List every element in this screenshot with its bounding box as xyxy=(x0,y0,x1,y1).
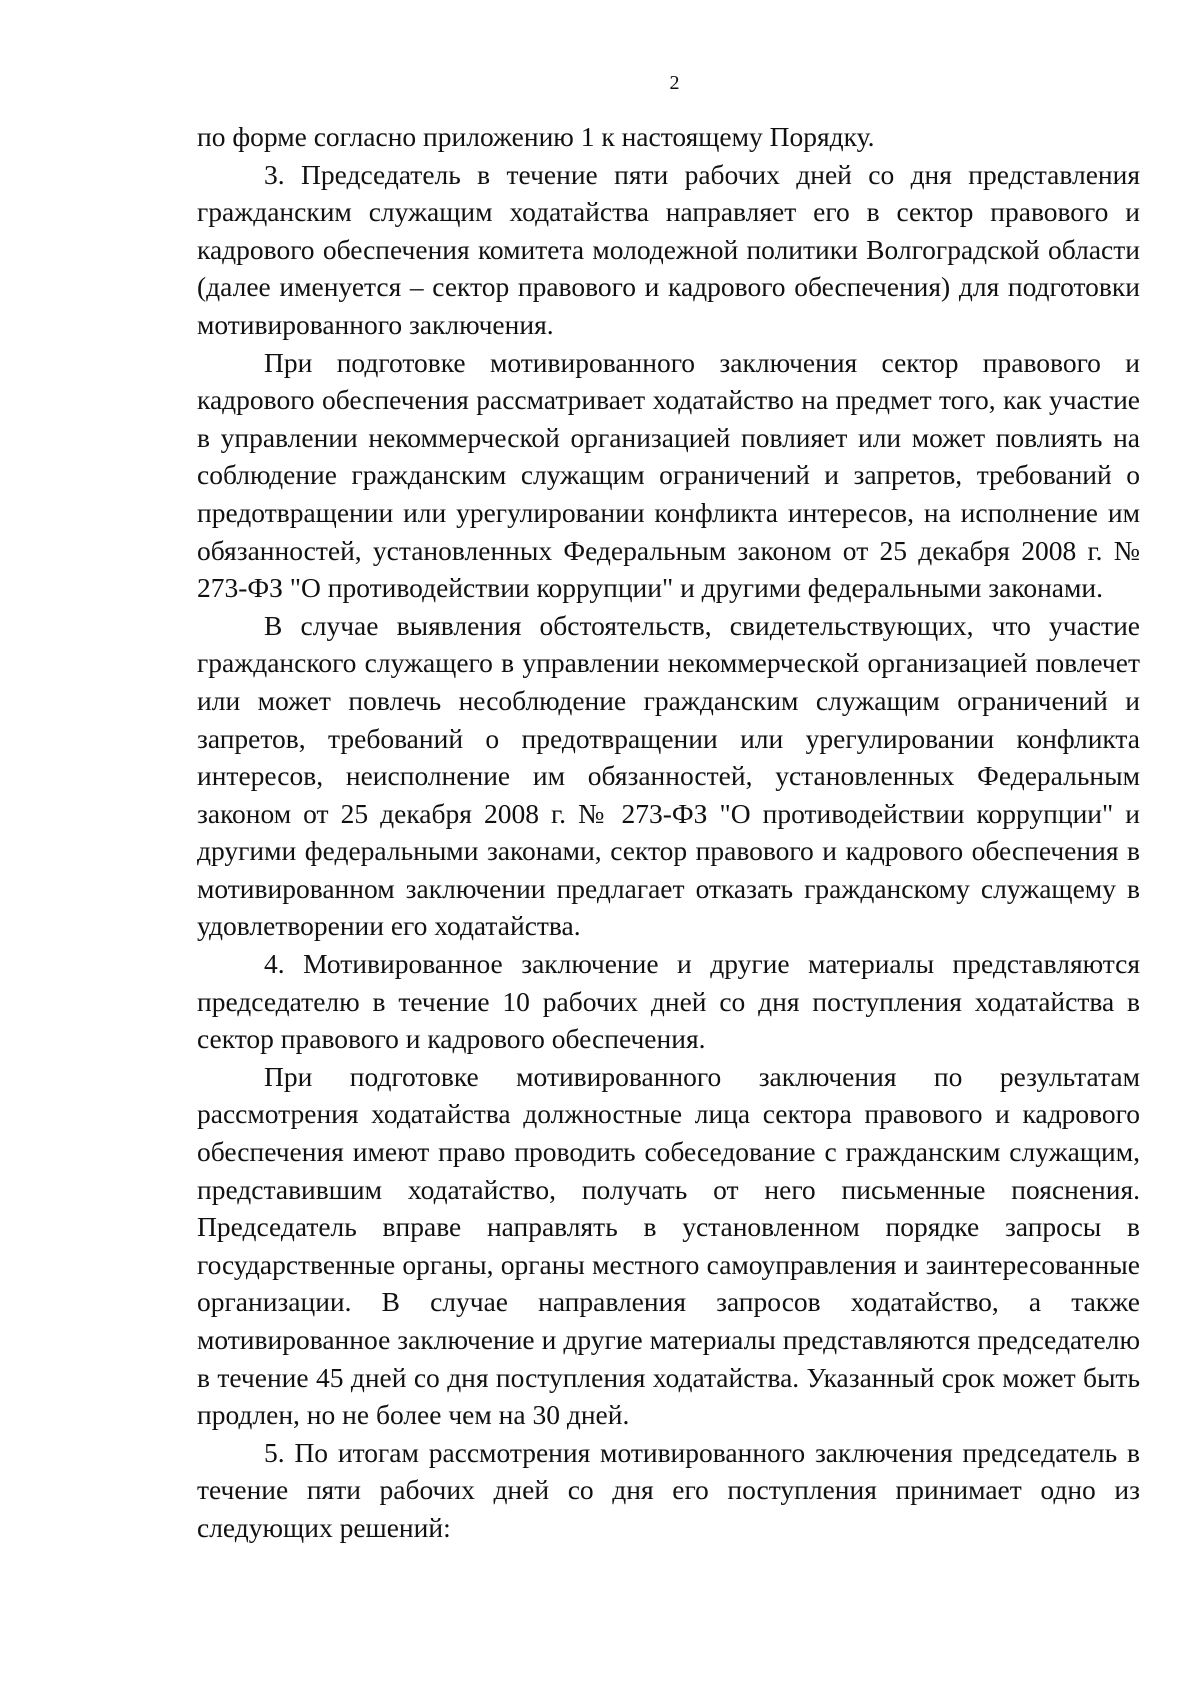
paragraph-refusal-case: В случае выявления обстоятельств, свидетельствующих, что участие гражданского служащего в управлении некоммерческой организацией повлечет или может повлечь несоблюдение гражданским служащим ограничений и запретов, требований о предотвращении или урегулировании конфликта интересов, неисполнение им обязанностей, установленных Федеральным законом от 25 декабря 2008 г. № 273-ФЗ "О противодействии коррупции" и другими федеральными законами, сектор правового и кадрового обеспечения в мотивированном заключении предлагает отказать гражданскому служащему в удовлетворении его ходатайства. xyxy=(197,609,1140,942)
paragraph-item-3: 3. Председатель в течение пяти рабочих дней со дня представления гражданским служащим ходатайства направляет его в сектор правового и кадрового обеспечения комитета молодежной политики Волгоградской области (далее именуется – сектор правового и кадрового обеспечения) для подготовки мотивированного заключения. xyxy=(197,158,1140,340)
paragraph-conclusion-preparation: При подготовке мотивированного заключения сектор правового и кадрового обеспечения рассматривает ходатайство на предмет того, как участие в управлении некоммерческой организацией повлияет или может повлиять на соблюдение гражданским служащим ограничений и запретов, требований о предотвращении или урегулировании конфликта интересов, на исполнение им обязанностей, установленных Федеральным законом от 25 декабря 2008 г. № 273-ФЗ "О противодействии коррупции" и другими федеральными законами. xyxy=(197,346,1140,604)
document-body xyxy=(197,118,1140,1547)
paragraph-item-4: 4. Мотивированное заключение и другие материалы представляются председателю в течение 10 рабочих дней со дня поступления ходатайства в сектор правового и кадрового обеспечения. xyxy=(197,948,1140,1055)
page-number: 2 xyxy=(669,72,680,94)
paragraph-interview-rights: При подготовке мотивированного заключения по результатам рассмотрения ходатайства должностные лица сектора правового и кадрового обеспечения имеют право проводить собеседование с гражданским служащим, представившим ходатайство, получать от него письменные пояснения. Председатель вправе направлять в установленном порядке запросы в государственные органы, органы местного самоуправления и заинтересованные организации. В случае направления запросов ходатайство, а также мотивированное заключение и другие материалы представляются председателю в течение 45 дней со дня поступления ходатайства. Указанный срок может быть продлен, но не более чем на 30 дней. xyxy=(197,1060,1140,1431)
paragraph-item-5: 5. По итогам рассмотрения мотивированного заключения председатель в течение пяти рабочих дней со дня его поступления принимает одно из следующих решений: xyxy=(197,1436,1140,1543)
paragraph-continuation: по форме согласно приложению 1 к настоящему Порядку. xyxy=(197,121,875,152)
